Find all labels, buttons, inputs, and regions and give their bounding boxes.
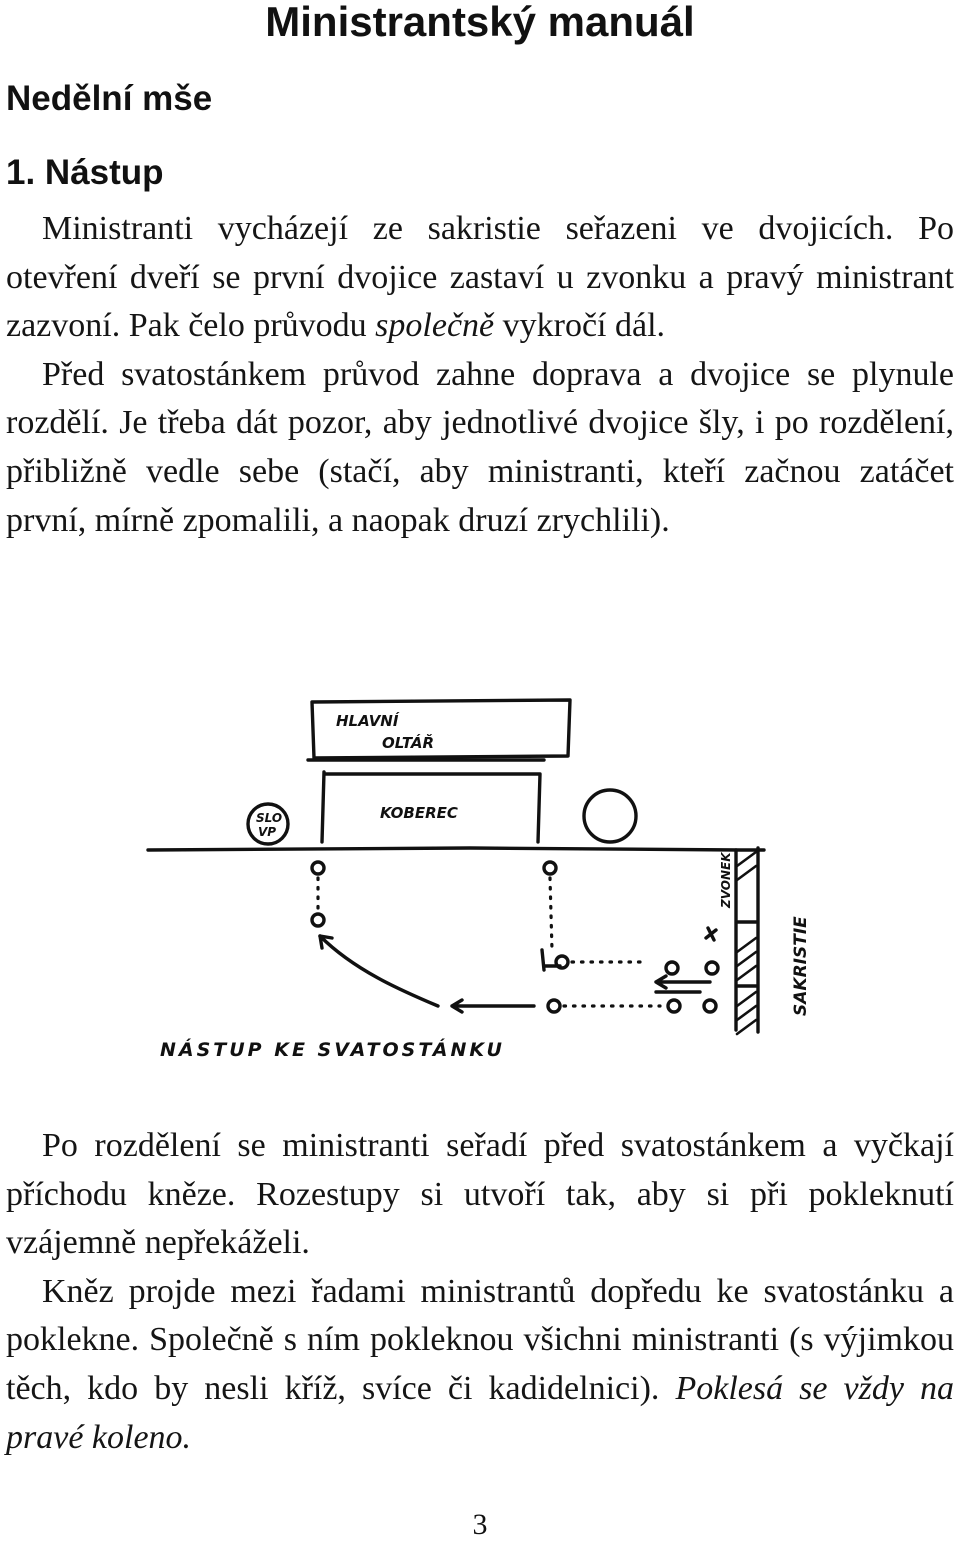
minister-right-cross	[706, 928, 716, 940]
section-heading: Nedělní mše	[6, 79, 213, 118]
minister-right-1	[666, 962, 678, 974]
document-title: Ministrantský manuál	[265, 0, 695, 45]
altar-label-line1: HLAVNÍ	[336, 712, 399, 730]
paragraph-lineup: Po rozdělení se ministranti seřadí před svatostánkem a vyčkají příchodu kněze. Rozestupy si utvoří tak, aby si při pokleknutí vzájemně nepřekáželi.	[6, 1127, 954, 1262]
wall-hatching	[737, 852, 756, 1034]
minister-middle-top	[544, 862, 556, 874]
diagram-caption: NÁSTUP KE SVATOSTÁNKU	[160, 1039, 505, 1061]
paragraph-text: Ministranti vycházejí ze sakristie seřazeni ve dvojicích. Po otevření dveří se první dvojice zastaví u zvonku a pravý ministrant zazvoní. Pak čelo průvodu	[6, 210, 954, 345]
paragraph-emphasis-end: Poklesá se vždy na pravé koleno.	[6, 1369, 954, 1456]
arrow-bottom	[452, 1000, 534, 1012]
minister-left-bottom	[312, 914, 324, 926]
paragraph-kneeling	[6, 1268, 954, 1462]
text-block-after-diagram	[6, 1122, 954, 1462]
minister-middle-path	[550, 878, 552, 950]
minister-right-3	[668, 1000, 680, 1012]
paragraph-text-after: vykročí dál.	[494, 307, 666, 345]
minister-left-top	[312, 862, 324, 874]
paragraph-procession-split: Před svatostánkem průvod zahne doprava a dvojice se plynule rozdělí. Je třeba dát pozor, aby jednotlivé dvojice šly, i po rozdělení, přibližně vedle sebe (stačí, aby ministranti, kteří začnou zatáčet první, mírně zpomalili, a naopak druzí zrychlili).	[6, 355, 954, 539]
subsection-heading: 1. Nástup	[6, 153, 164, 192]
carpet-label: KOBEREC	[380, 804, 458, 822]
bell-label: ZVONEK	[719, 852, 733, 908]
altar-label-line2: OLTÁŘ	[382, 734, 435, 752]
page-number: 3	[472, 1508, 488, 1541]
minister-right-2	[706, 962, 718, 974]
procession-diagram	[140, 690, 820, 1070]
text-block-before-diagram	[6, 205, 954, 545]
minister-bottom-1	[548, 1000, 560, 1012]
procession-diagram-drawing	[140, 690, 820, 1070]
sacristy-label: SAKRISTIE	[791, 916, 811, 1016]
minister-right-4	[704, 1000, 716, 1012]
paragraph-emphasis: společně	[375, 307, 495, 345]
curved-arrow	[320, 936, 438, 1006]
paragraph-text: Kněz projde mezi řadami ministrantů dopředu ke svatostánku a poklekne. Společně s ním pokleknou všichni ministranti (s výjimkou těch, kdo by nesli kříž, svíce či kadidelnici).	[6, 1272, 954, 1407]
sanctuary-boundary-line	[148, 848, 764, 850]
tabernacle-circle	[584, 790, 636, 842]
lectern-label-line1: SLO	[256, 811, 283, 825]
minister-middle-bottom	[556, 956, 568, 968]
lectern-label-line2: VP	[258, 825, 277, 839]
paragraph-procession-start	[6, 205, 954, 351]
arrow-row1	[656, 976, 710, 988]
